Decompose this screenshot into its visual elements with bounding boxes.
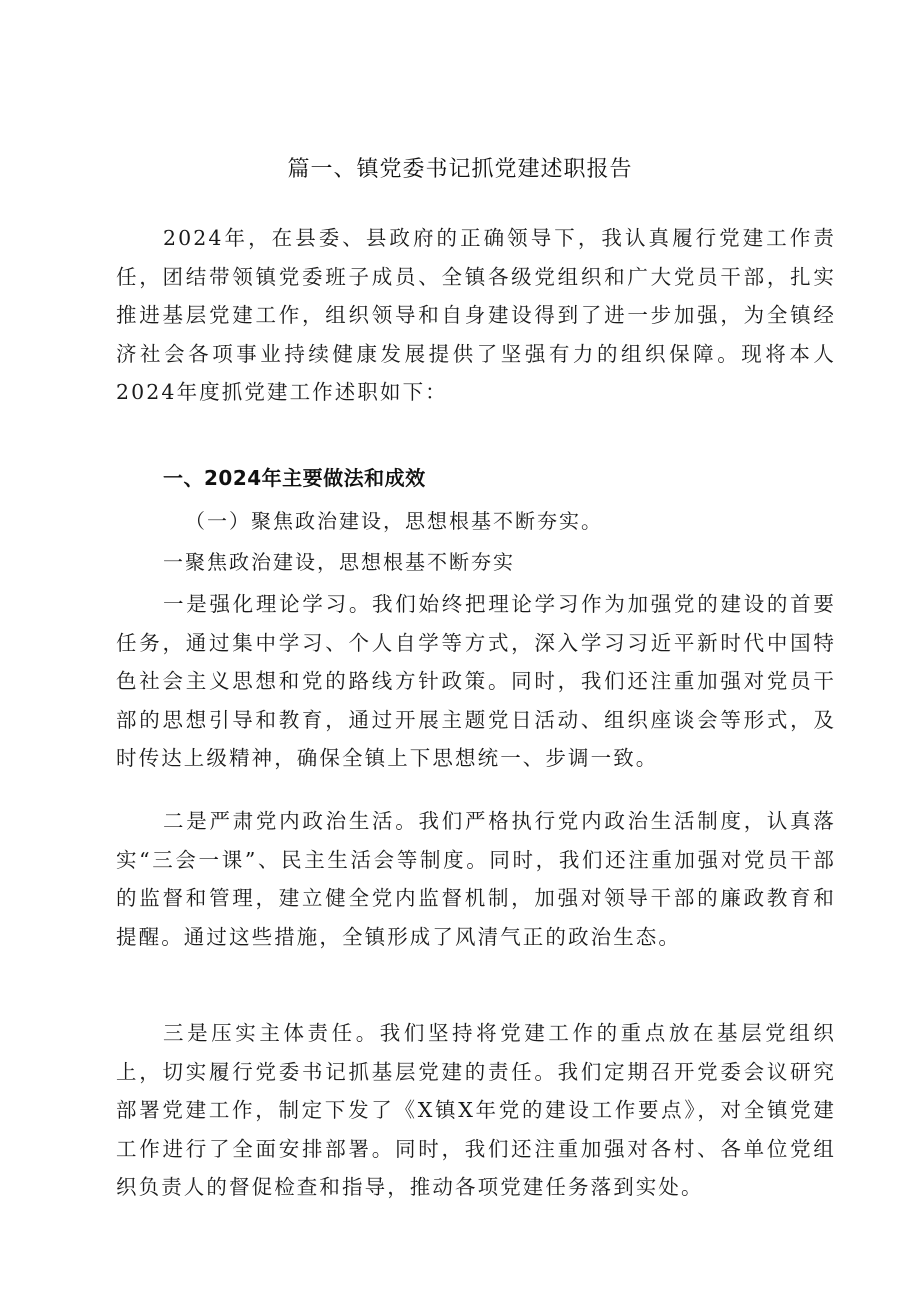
subsection-repeat-line: 一聚焦政治建设，思想根基不断夯实 <box>163 550 515 574</box>
paragraph-political-life: 二是严肃党内政治生活。我们严格执行党内政治生活制度，认真落实“三会一课”、民主生活会等制度。同时，我们还注重加强对党员干部的监督和管理，建立健全党内监督机制，加强对领导干部的廉政教育和提醒。通过这些措施，全镇形成了风清气正的政治生态。 <box>116 809 836 949</box>
paragraph-main-responsibility: 三是压实主体责任。我们坚持将党建工作的重点放在基层党组织上，切实履行党委书记抓基层党建的责任。我们定期召开党委会议研究部署党建工作，制定下发了《X镇X年党的建设工作要点》，对全镇党建工作进行了全面安排部署。同时，我们还注重加强对各村、各单位党组织负责人的督促检查和指导，推动各项党建任务落到实处。 <box>116 1021 836 1199</box>
paragraph-theory-study: 一是强化理论学习。我们始终把理论学习作为加强党的建设的首要任务，通过集中学习、个人自学等方式，深入学习习近平新时代中国特色社会主义思想和党的路线方针政策。同时，我们还注重加强对党员干部的思想引导和教育，通过开展主题党日活动、组织座谈会等形式，及时传达上级精神，确保全镇上下思想统一、步调一致。 <box>116 592 836 770</box>
subsection-heading: （一）聚焦政治建设，思想根基不断夯实。 <box>185 509 603 533</box>
intro-paragraph: 2024年，在县委、县政府的正确领导下，我认真履行党建工作责任，团结带领镇党委班子成员、全镇各级党组织和广大党员干部，扎实推进基层党建工作，组织领导和自身建设得到了进一步加强，为全镇经济社会各项事业持续健康发展提供了坚强有力的组织保障。现将本人2024年度抓党建工作述职如下： <box>116 226 836 404</box>
document-title: 篇一、镇党委书记抓党建述职报告 <box>287 157 633 182</box>
section-heading: 一、2024年主要做法和成效 <box>163 466 426 490</box>
